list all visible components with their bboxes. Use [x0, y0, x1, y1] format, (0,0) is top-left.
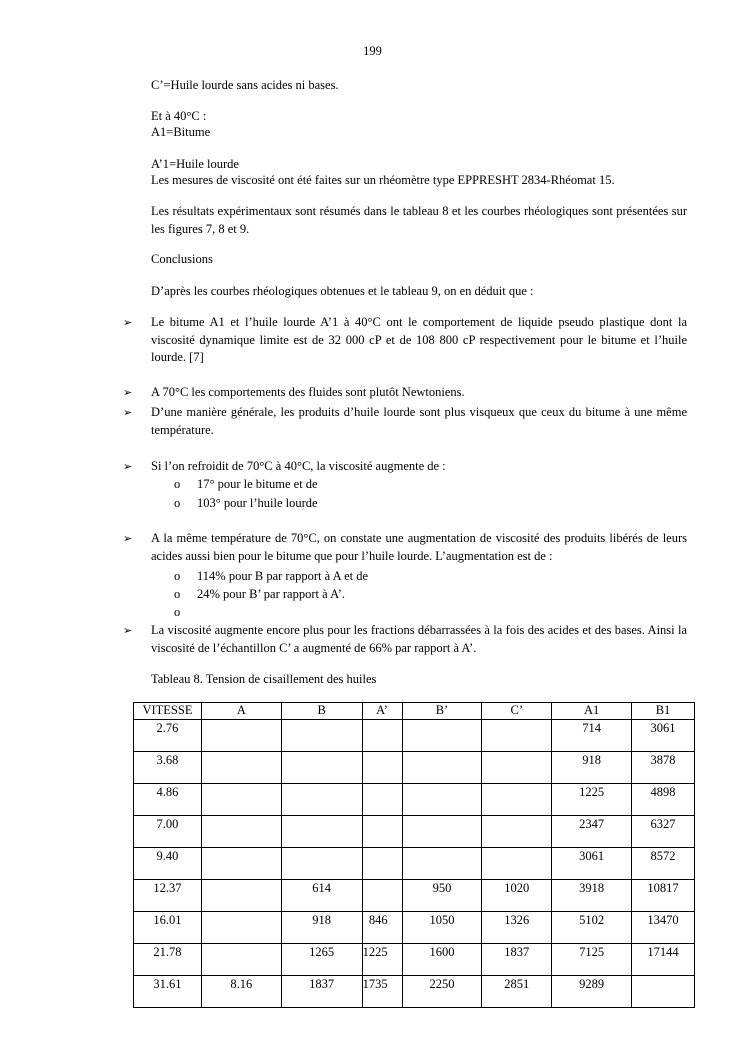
table-cell: 6327	[632, 816, 695, 848]
bullet-item	[123, 384, 687, 402]
table-cell: 950	[402, 880, 482, 912]
table-cell: 3.68	[134, 752, 202, 784]
table-cell: 2851	[482, 976, 552, 1008]
table-cell	[482, 752, 552, 784]
table-cell	[201, 752, 281, 784]
arrow-bullet-icon: ➢	[123, 386, 133, 399]
paragraph-a1-prime: A’1=Huile lourde	[151, 157, 239, 171]
table-caption: Tableau 8. Tension de cisaillement des huiles	[151, 672, 377, 686]
table-cell	[402, 720, 482, 752]
table-cell: 3061	[552, 848, 632, 880]
circle-bullet-icon: o	[174, 587, 181, 601]
table-cell	[362, 880, 402, 912]
table-cell	[201, 848, 281, 880]
table-row	[134, 816, 695, 848]
table-cell: 7.00	[134, 816, 202, 848]
bullet-item	[123, 404, 687, 439]
heading-conclusions: Conclusions	[151, 252, 213, 266]
table-cell: 918	[281, 912, 362, 944]
table-row	[134, 784, 695, 816]
table-cell	[201, 880, 281, 912]
table-cell	[362, 784, 402, 816]
table-cell	[362, 816, 402, 848]
bullet-item	[123, 530, 687, 565]
table-header-row	[134, 703, 695, 720]
table-cell: 13470	[632, 912, 695, 944]
sub-text: 17° pour le bitume et de	[197, 477, 318, 491]
header-cell: A	[201, 703, 281, 720]
sub-text: 24% pour B’ par rapport à A’.	[197, 587, 345, 601]
circle-bullet-icon: o	[174, 569, 181, 583]
table-cell: 4898	[632, 784, 695, 816]
table-cell: 1735	[362, 976, 402, 1008]
table-cell	[482, 848, 552, 880]
table-cell: 8572	[632, 848, 695, 880]
table-cell	[632, 976, 695, 1008]
table-cell: 31.61	[134, 976, 202, 1008]
table-cell	[362, 720, 402, 752]
circle-bullet-icon: o	[174, 605, 181, 619]
table-cell	[281, 752, 362, 784]
table-cell: 4.86	[134, 784, 202, 816]
table-cell: 2347	[552, 816, 632, 848]
table-cell	[402, 816, 482, 848]
table-cell: 7125	[552, 944, 632, 976]
paragraph-a1: A1=Bitume	[151, 125, 211, 139]
table-cell: 5102	[552, 912, 632, 944]
header-cell: B’	[402, 703, 482, 720]
table-cell: 2250	[402, 976, 482, 1008]
table-cell: 12.37	[134, 880, 202, 912]
paragraph-mesures: Les mesures de viscosité ont été faites sur un rhéomètre type EPPRESHT 2834-Rhéomat 15.	[151, 173, 615, 187]
table-cell	[362, 848, 402, 880]
table-cell: 1020	[482, 880, 552, 912]
table-cell	[362, 752, 402, 784]
paragraph-c-prime: C’=Huile lourde sans acides ni bases.	[151, 78, 339, 92]
circle-bullet-icon: o	[174, 477, 181, 491]
table-cell	[281, 784, 362, 816]
table-cell: 8.16	[201, 976, 281, 1008]
table-cell: 846	[362, 912, 402, 944]
table-cell: 714	[552, 720, 632, 752]
table-row	[134, 880, 695, 912]
table-cell: 9289	[552, 976, 632, 1008]
header-cell: B1	[632, 703, 695, 720]
table-cell	[201, 912, 281, 944]
table-cell: 1225	[362, 944, 402, 976]
sub-text: 114% pour B par rapport à A et de	[197, 569, 369, 583]
bullet-text: Si l’on refroidit de 70°C à 40°C, la viscosité augmente de :	[151, 459, 446, 473]
table-cell	[402, 848, 482, 880]
sub-text: 103° pour l’huile lourde	[197, 496, 318, 510]
table-cell	[482, 816, 552, 848]
circle-bullet-icon: o	[174, 496, 181, 510]
bullet-text: A la même température de 70°C, on constate une augmentation de viscosité des produits libérés de leurs acides aussi bien pour le bitume que pour l’huile lourde. L’augmentation est de :	[151, 531, 687, 563]
header-cell: B	[281, 703, 362, 720]
table-cell: 3878	[632, 752, 695, 784]
table-cell: 918	[552, 752, 632, 784]
arrow-bullet-icon: ➢	[123, 316, 133, 329]
bullet-text: D’une manière générale, les produits d’huile lourde sont plus visqueux que ceux du bitume à une même température.	[151, 405, 687, 437]
bullet-item	[123, 622, 687, 657]
header-cell: A’	[362, 703, 402, 720]
table-cell	[281, 816, 362, 848]
paragraph-dapres: D’après les courbes rhéologiques obtenues et le tableau 9, on en déduit que :	[151, 284, 534, 298]
table-cell	[201, 720, 281, 752]
table-cell: 21.78	[134, 944, 202, 976]
table-cell: 1837	[482, 944, 552, 976]
table-cell	[402, 752, 482, 784]
table-cell	[201, 944, 281, 976]
table-row	[134, 720, 695, 752]
table-row	[134, 752, 695, 784]
table-cell	[201, 784, 281, 816]
bullet-text: A 70°C les comportements des fluides sont plutôt Newtoniens.	[151, 385, 465, 399]
table-cell	[201, 816, 281, 848]
paragraph-resultats: Les résultats expérimentaux sont résumés dans le tableau 8 et les courbes rhéologiques sont présentées sur les figures 7, 8 et 9.	[151, 204, 687, 236]
table-cell: 614	[281, 880, 362, 912]
table-cell: 1600	[402, 944, 482, 976]
bullet-text: Le bitume A1 et l’huile lourde A’1 à 40°C ont le comportement de liquide pseudo plastique dont la viscosité dynamique limite est de 32 000 cP et de 108 800 cP respectivement pour le bitume et l’huile lourde. [7]	[151, 315, 687, 364]
table-cell	[281, 720, 362, 752]
table-cell: 10817	[632, 880, 695, 912]
page-number: 199	[363, 44, 382, 58]
table-row	[134, 976, 695, 1008]
table-cell: 16.01	[134, 912, 202, 944]
bullet-text: La viscosité augmente encore plus pour les fractions débarrassées à la fois des acides et des bases. Ainsi la viscosité de l’échantillon C’ a augmenté de 66% par rapport à A’.	[151, 623, 687, 655]
table-row	[134, 848, 695, 880]
table-cell: 1265	[281, 944, 362, 976]
table-cell: 1326	[482, 912, 552, 944]
shear-stress-table	[133, 702, 695, 1008]
table-row	[134, 944, 695, 976]
arrow-bullet-icon: ➢	[123, 532, 133, 545]
table-cell	[402, 784, 482, 816]
table-row	[134, 912, 695, 944]
header-cell: A1	[552, 703, 632, 720]
table-cell	[482, 720, 552, 752]
table-cell: 2.76	[134, 720, 202, 752]
paragraph-et-40: Et à 40°C :	[151, 109, 207, 123]
table-cell: 1050	[402, 912, 482, 944]
table-cell: 3918	[552, 880, 632, 912]
bullet-item	[123, 458, 687, 476]
arrow-bullet-icon: ➢	[123, 460, 133, 473]
table-cell: 1225	[552, 784, 632, 816]
arrow-bullet-icon: ➢	[123, 624, 133, 637]
arrow-bullet-icon: ➢	[123, 406, 133, 419]
table-cell: 17144	[632, 944, 695, 976]
table-cell	[482, 784, 552, 816]
header-cell: C’	[482, 703, 552, 720]
header-cell: VITESSE	[134, 703, 202, 720]
table-cell: 3061	[632, 720, 695, 752]
table-cell	[281, 848, 362, 880]
table-cell: 1837	[281, 976, 362, 1008]
table-cell: 9.40	[134, 848, 202, 880]
bullet-item	[123, 314, 687, 367]
